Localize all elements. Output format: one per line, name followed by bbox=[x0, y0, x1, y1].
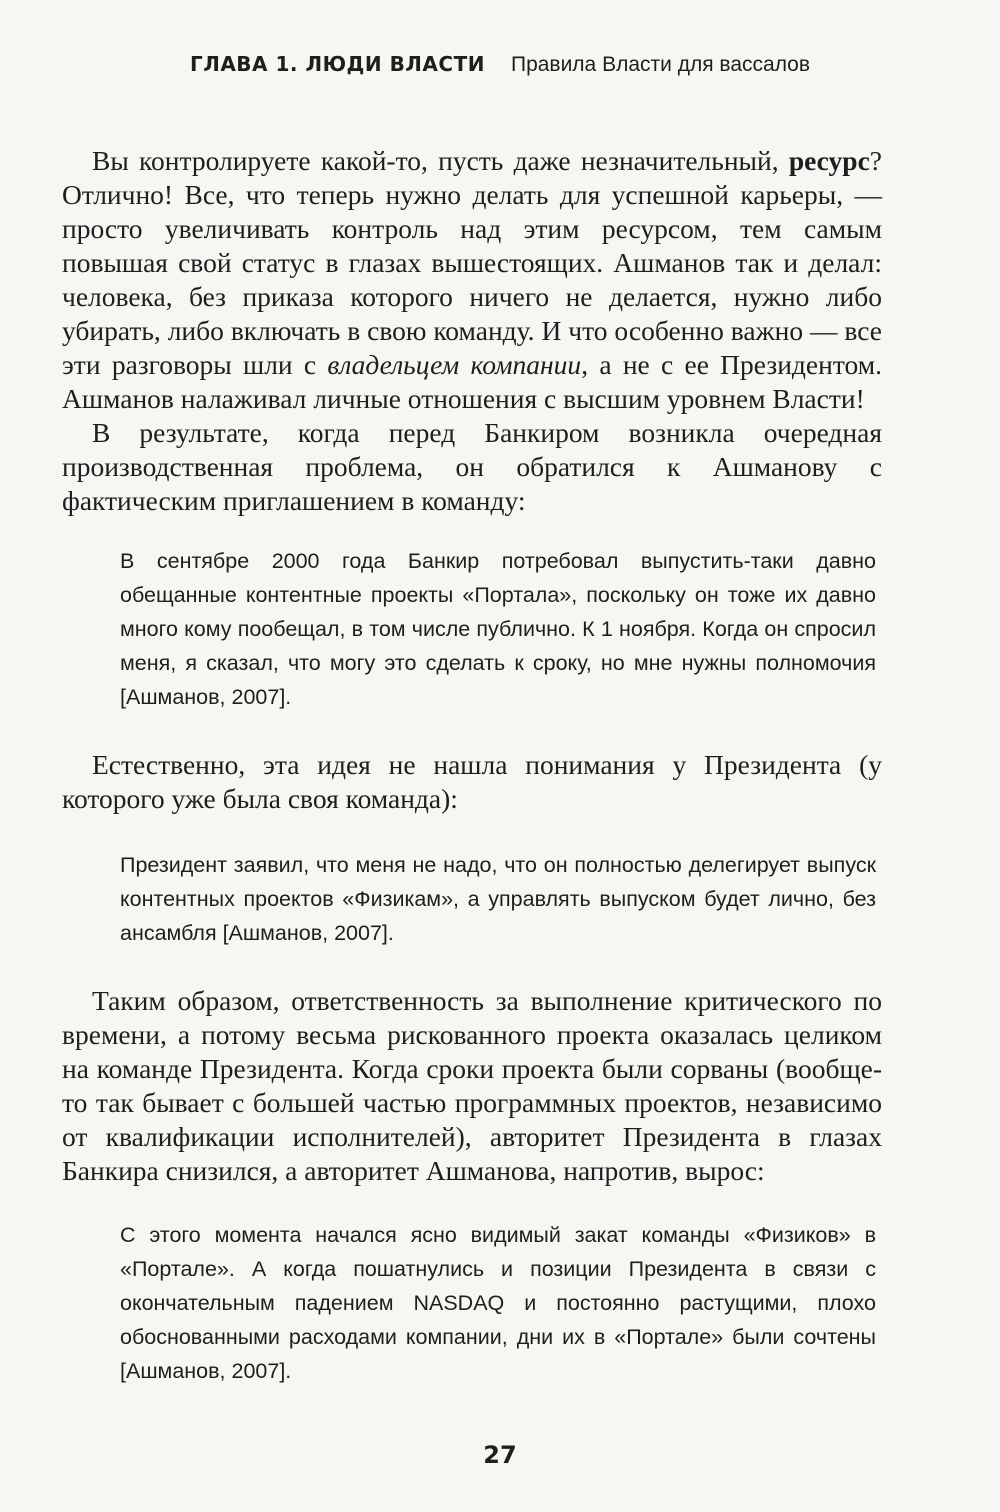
paragraph-3: Естественно, эта идея не нашла понимания у Президента (у которого уже была своя команда): bbox=[62, 749, 882, 814]
emphasis-resource: ресурс bbox=[788, 145, 870, 176]
section-title: Правила Власти для вассалов bbox=[510, 53, 811, 76]
body-text-block-1 bbox=[62, 144, 882, 518]
body-text-block-3 bbox=[62, 984, 882, 1188]
emphasis-owner: владельцем компании bbox=[327, 349, 582, 380]
quote-1: В сентябре 2000 года Банкир потребовал выпустить-таки давно обещанные контентные проекты «Портала», поскольку он тоже их давно много кому пообещал, в том числе публично. К 1 ноября. Когда он спросил меня, я сказал, что могу это сделать к сроку, но мне нужны полномочия [Ашманов, 2007]. bbox=[120, 549, 876, 709]
running-header bbox=[0, 52, 1000, 77]
quote-2: Президент заявил, что меня не надо, что он полностью делегирует выпуск контентных проектов «Физикам», а управлять выпуском будет лично, без ансамбля [Ашманов, 2007]. bbox=[120, 853, 876, 945]
paragraph-2: В результате, когда перед Банкиром возникла очередная производственная проблема, он обратился к Ашманову с фактическим приглашением в команду: bbox=[62, 417, 882, 516]
page-number: 27 bbox=[483, 1441, 517, 1469]
quote-3: С этого момента начался ясно видимый закат команды «Физиков» в «Портале». А когда пошатнулись и позиции Президента в связи с окончательным падением NASDAQ и постоянно растущими, плохо обоснованными расходами компании, дни их в «Портале» были сочтены [Ашманов, 2007]. bbox=[120, 1223, 876, 1383]
paragraph-1: Вы контролируете какой-то, пусть даже незначительный, ресурс? Отлично! Все, что теперь нужно делать для успешной карьеры, — просто увеличивать контроль над этим ресурсом, тем самым повышая свой статус в глазах вышестоящих. Ашманов так и делал: человека, без приказа которого ничего не делается, нужно либо убирать, либо включать в свою команду. И что особенно важно — все эти разговоры шли с владельцем компании, а не с ее Президентом. Ашманов налаживал личные отношения с высшим уровнем Власти! bbox=[62, 145, 882, 414]
body-text-block-2 bbox=[62, 748, 882, 816]
paragraph-4: Таким образом, ответственность за выполнение критического по времени, а потому весьма рискованного проекта оказалась целиком на команде Президента. Когда сроки проекта были сорваны (вообще-то так бывает с большей частью программных проектов, независимо от квалификации исполнителей), авторитет Президента в глазах Банкира снизился, а авторитет Ашманова, напротив, вырос: bbox=[62, 985, 882, 1186]
chapter-title: ГЛАВА 1. ЛЮДИ ВЛАСТИ bbox=[189, 52, 485, 76]
